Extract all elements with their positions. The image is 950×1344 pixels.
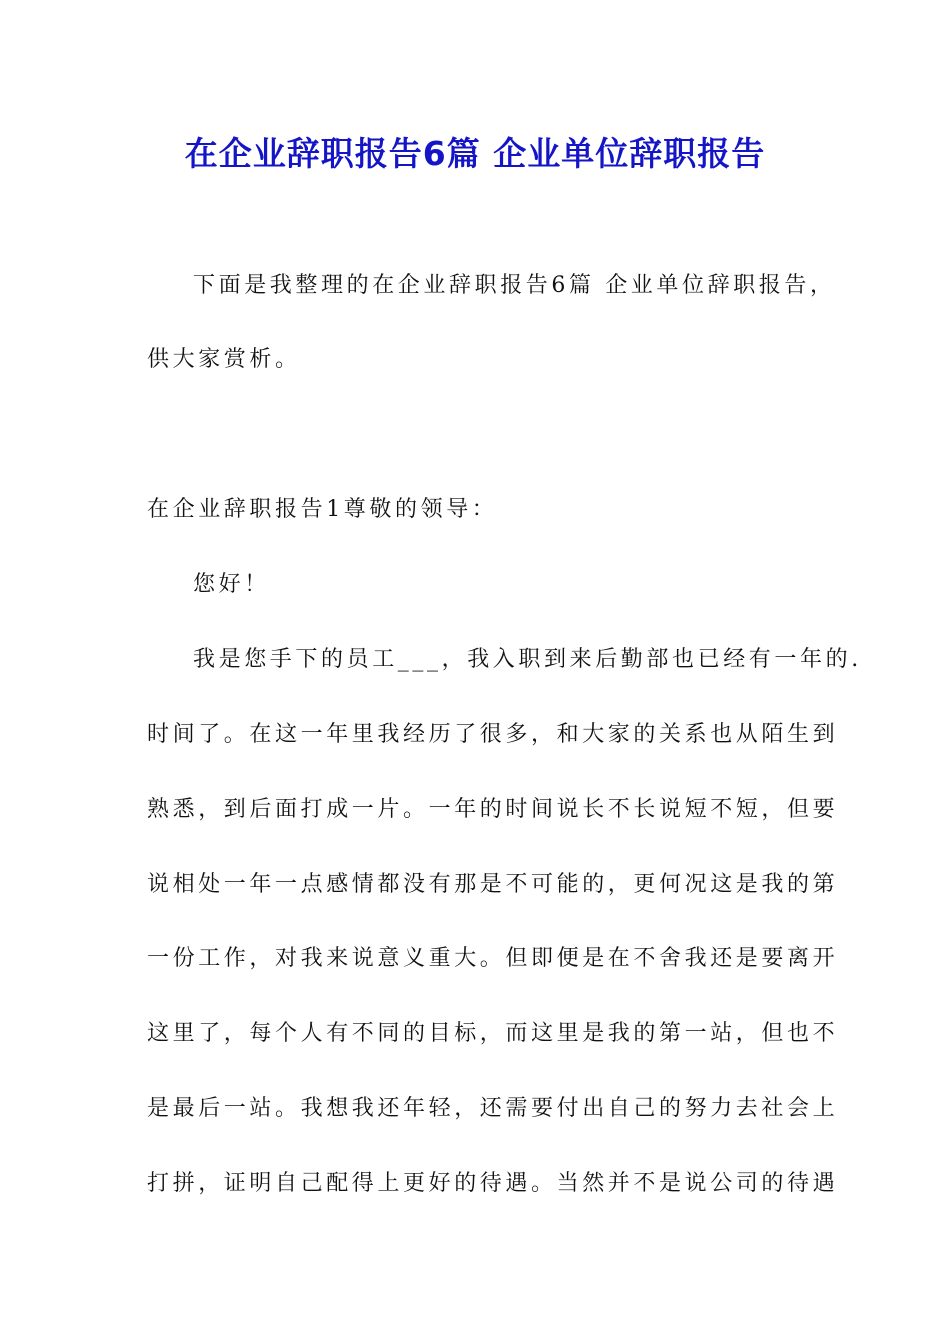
body-line-3: 熟悉，到后面打成一片。一年的时间说长不长说短不短，但要: [147, 797, 839, 822]
intro-line-1: 下面是我整理的在企业辞职报告6篇 企业单位辞职报告，: [193, 273, 836, 298]
body-line-4: 说相处一年一点感情都没有那是不可能的，更何况这是我的第: [147, 872, 839, 897]
section-heading: 在企业辞职报告1尊敬的领导：: [147, 497, 498, 522]
intro-line-2: 供大家赏析。: [147, 347, 301, 372]
body-line-6: 这里了，每个人有不同的目标，而这里是我的第一站，但也不: [147, 1021, 839, 1046]
body-line-8: 打拼，证明自己配得上更好的待遇。当然并不是说公司的待遇: [147, 1171, 839, 1196]
body-line-5: 一份工作，对我来说意义重大。但即便是在不舍我还是要离开: [147, 946, 839, 971]
body-line-2: 时间了。在这一年里我经历了很多，和大家的关系也从陌生到: [147, 722, 839, 747]
body-line-7: 是最后一站。我想我还年轻，还需要付出自己的努力去社会上: [147, 1096, 839, 1121]
body-line-1: 我是您手下的员工___，我入职到来后勤部也已经有一年的.: [193, 647, 862, 672]
document-title: 在企业辞职报告6篇 企业单位辞职报告: [184, 134, 766, 173]
greeting: 您好！: [193, 572, 270, 597]
